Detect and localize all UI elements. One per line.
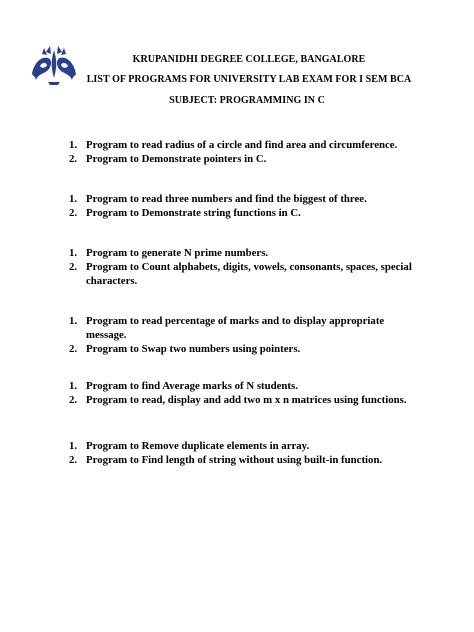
item-text: Program to read three numbers and find the biggest of three. xyxy=(86,193,367,205)
program-group-1 xyxy=(66,138,426,166)
list-item xyxy=(66,246,426,260)
item-text: Program to read percentage of marks and to display appropriate message. xyxy=(86,315,385,341)
item-text: Program to Count alphabets, digits, vowels, consonants, spaces, special characters. xyxy=(86,261,412,287)
list-item xyxy=(66,260,426,288)
item-number: 2. xyxy=(69,153,78,165)
item-number: 1. xyxy=(69,315,78,327)
item-number: 1. xyxy=(69,380,78,392)
item-text: Program to read radius of a circle and find area and circumference. xyxy=(86,139,398,151)
program-group-6 xyxy=(66,439,426,467)
subject-title: SUBJECT: PROGRAMMING IN C xyxy=(169,95,325,106)
item-text: Program to Swap two numbers using pointers. xyxy=(86,343,301,355)
list-title: LIST OF PROGRAMS FOR UNIVERSITY LAB EXAM FOR I SEM BCA xyxy=(86,74,412,85)
item-text: Program to Demonstrate pointers in C. xyxy=(86,153,267,165)
list-item xyxy=(66,206,426,220)
item-text: Program to Remove duplicate elements in array. xyxy=(86,440,310,452)
item-text: Program to generate N prime numbers. xyxy=(86,247,269,259)
item-number: 2. xyxy=(69,207,78,219)
item-number: 2. xyxy=(69,454,78,466)
list-item xyxy=(66,453,426,467)
program-group-3 xyxy=(66,246,426,288)
college-name: KRUPANIDHI DEGREE COLLEGE, BANGALORE xyxy=(132,54,366,65)
program-group-4 xyxy=(66,314,426,356)
list-item xyxy=(66,152,426,166)
list-item xyxy=(66,342,426,356)
item-number: 2. xyxy=(69,394,78,406)
program-group-5 xyxy=(66,379,426,407)
item-text: Program to find Average marks of N students. xyxy=(86,380,298,392)
list-item xyxy=(66,393,426,407)
item-text: Program to Find length of string without using built-in function. xyxy=(86,454,383,466)
item-text: Program to read, display and add two m x n matrices using functions. xyxy=(86,394,407,406)
item-number: 1. xyxy=(69,139,78,151)
item-number: 1. xyxy=(69,193,78,205)
list-item xyxy=(66,439,426,453)
list-item xyxy=(66,379,426,393)
item-number: 2. xyxy=(69,261,78,273)
list-item xyxy=(66,138,426,152)
program-group-2 xyxy=(66,192,426,220)
list-item xyxy=(66,192,426,206)
item-number: 2. xyxy=(69,343,78,355)
list-item xyxy=(66,314,426,342)
item-number: 1. xyxy=(69,440,78,452)
item-number: 1. xyxy=(69,247,78,259)
item-text: Program to Demonstrate string functions in C. xyxy=(86,207,301,219)
